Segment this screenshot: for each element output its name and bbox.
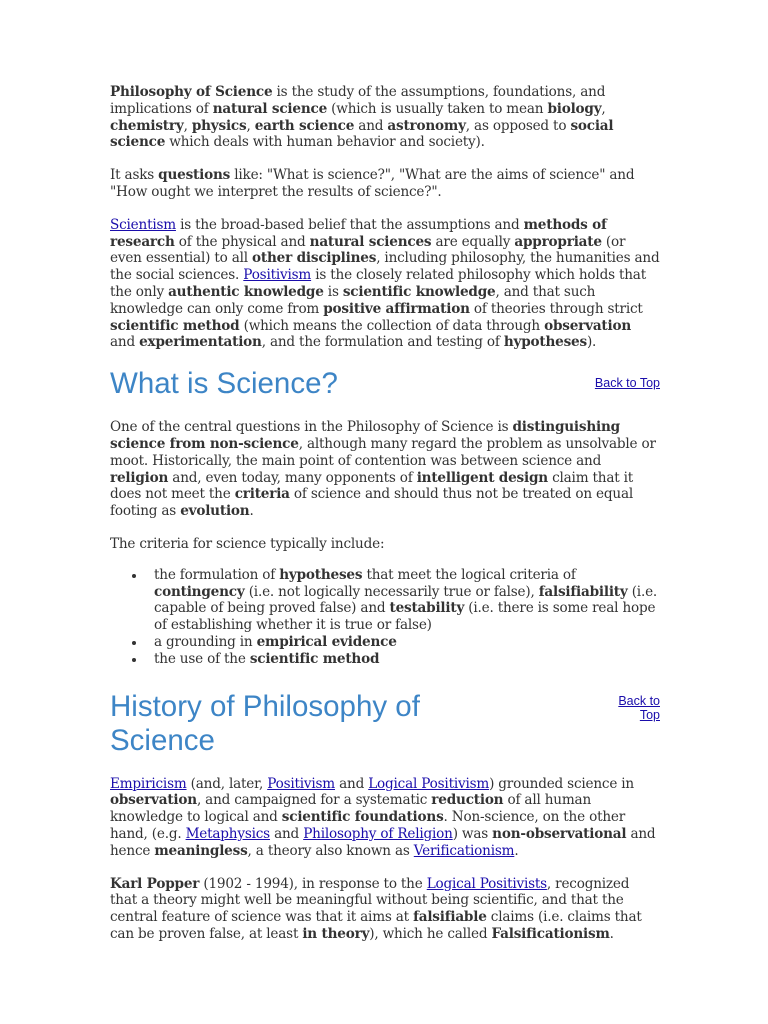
section-what-is-science-header: [110, 367, 660, 401]
text-run: of the physical and: [174, 233, 310, 250]
text-run: claim that it does not meet the: [110, 469, 634, 503]
text-run: .: [609, 925, 614, 942]
text-run: (and, later,: [186, 775, 268, 792]
bold-term: observation: [544, 317, 632, 334]
text-run: are equally: [431, 233, 515, 250]
bold-term: physics: [191, 117, 247, 134]
bold-term: scientific foundations: [281, 809, 444, 826]
text-run: a grounding in: [154, 633, 257, 650]
bold-term: chemistry: [110, 117, 184, 134]
section-heading-history: History of Philosophy of Science: [110, 689, 420, 757]
bold-term: meaningless: [154, 842, 248, 859]
bold-term: experimentation: [139, 334, 262, 351]
bold-term: falsifiability: [538, 583, 628, 600]
text-run: (or even essential) to all: [110, 233, 626, 267]
bold-term: observation: [110, 792, 197, 809]
intro-paragraph-1: [110, 84, 660, 151]
bold-term: evolution: [180, 503, 250, 520]
text-run: ), which he called: [369, 925, 492, 942]
text-run: , recognized that a theory might well be meaningful without being scientific, and that the central feature of science was that it aims at: [110, 875, 630, 926]
text-run: ) grounded science in: [489, 775, 634, 792]
section1-paragraph-1: [110, 419, 660, 520]
text-run: (i.e. there is some real hope of establishing whether it is true or false): [154, 600, 656, 634]
text-run: and: [354, 117, 388, 134]
bold-term: hypotheses: [503, 334, 587, 351]
text-run: and: [335, 775, 369, 792]
link-logical-positivism[interactable]: Logical Positivism: [368, 775, 490, 792]
link-metaphysics[interactable]: Metaphysics: [185, 825, 270, 842]
bold-term: positive affirmation: [323, 300, 470, 317]
bold-term: scientific knowledge: [342, 283, 496, 300]
top-text: Top: [639, 707, 660, 722]
list-item: [154, 567, 660, 634]
text-run: , as opposed to: [465, 117, 571, 134]
bold-term: testability: [389, 600, 465, 617]
text-run: and: [110, 334, 140, 351]
link-empiricism[interactable]: Empiricism: [110, 775, 187, 792]
bold-term: social science: [110, 117, 614, 151]
text-run: which deals with human behavior and society).: [165, 134, 485, 151]
bold-term: falsifiable: [413, 909, 487, 926]
bold-term: natural sciences: [309, 233, 432, 250]
text-run: ).: [586, 334, 597, 351]
text-run: (i.e. not logically necessarily true or false),: [244, 583, 539, 600]
text-run: of science and should thus not be treated on equal footing as: [110, 486, 633, 520]
link-logical-positivists[interactable]: Logical Positivists: [426, 875, 547, 892]
link-philosophy-of-religion[interactable]: Philosophy of Religion: [303, 825, 453, 842]
bold-term: hypotheses: [279, 566, 363, 583]
criteria-list: [110, 567, 660, 668]
bold-term: in theory: [302, 925, 370, 942]
text-run: ,: [246, 117, 255, 134]
text-run: .: [249, 503, 254, 520]
section-history-header: [110, 690, 660, 758]
text-run: (which is usually taken to mean: [327, 100, 548, 117]
text-run: of theories through strict: [469, 300, 643, 317]
section1-paragraph-2: The criteria for science typically include:: [110, 535, 385, 552]
link-scientism[interactable]: Scientism: [110, 216, 176, 233]
bold-term: Karl Popper: [110, 875, 200, 892]
text-run: claims (i.e. claims that can be proven false, at least: [110, 909, 642, 942]
link-positivism[interactable]: Positivism: [267, 775, 335, 792]
bold-term: other disciplines: [252, 250, 377, 267]
text-run: and, even today, many opponents of: [168, 469, 417, 486]
text-run: the formulation of: [154, 566, 280, 583]
text-run: is: [323, 283, 343, 300]
bold-term: distinguishing science from non-science: [110, 419, 620, 452]
back-to-text: Back to: [618, 693, 660, 708]
bold-term: earth science: [254, 117, 355, 134]
link-positivism[interactable]: Positivism: [243, 267, 312, 284]
bold-term: intelligent design: [416, 469, 548, 486]
text-run: ,: [183, 117, 192, 134]
text-run: One of the central questions in the Philosophy of Science is: [110, 419, 513, 436]
text-run: that meet the logical criteria of: [362, 566, 576, 583]
text-run: and hence: [110, 825, 656, 859]
bold-term: scientific method: [249, 650, 380, 667]
text-run: (which means the collection of data through: [239, 317, 545, 334]
back-to-top-link[interactable]: [600, 694, 660, 722]
list-item: [154, 651, 660, 668]
link-verificationism[interactable]: Verificationism: [413, 842, 515, 859]
text-run: is the study of the assumptions, foundations, and implications of: [110, 84, 606, 117]
text-run: , a theory also known as: [247, 842, 414, 859]
list-item: [154, 634, 660, 651]
section2-paragraph-1: [110, 776, 660, 860]
text-run: , and campaigned for a systematic: [196, 792, 432, 809]
text-run: is the broad-based belief that the assumptions and: [175, 216, 524, 233]
intro-paragraph-2: [110, 167, 660, 201]
bold-term: scientific method: [110, 317, 240, 334]
text-run: is the closely related philosophy which holds that the only: [110, 267, 646, 300]
bold-term: methods of research: [110, 216, 607, 250]
bold-term: reduction: [431, 792, 504, 809]
text-run: It asks: [110, 167, 159, 184]
bold-term: astronomy: [387, 117, 466, 134]
text-run: ,: [601, 100, 606, 117]
text-run: , including philosophy, the humanities and the social sciences.: [110, 250, 660, 284]
bold-term: non-observational: [492, 825, 627, 842]
bold-term: Philosophy of Science: [110, 84, 273, 100]
section-heading-what-is-science: What is Science?: [110, 367, 338, 401]
text-run: .: [514, 842, 519, 859]
text-run: . Non-science, on the other hand, (e.g.: [110, 809, 626, 842]
text-run: , although many regard the problem as unsolvable or moot. Historically, the main point of contention was between science and: [110, 435, 656, 469]
text-run: like: "What is science?", "What are the aims of science" and "How ought we interpret the results of science?".: [110, 167, 635, 200]
text-run: , and that such knowledge can only come from: [110, 283, 596, 317]
bold-term: empirical evidence: [256, 633, 397, 650]
back-to-top-link[interactable]: Back to Top: [594, 376, 660, 391]
text-run: and: [269, 825, 304, 842]
bold-term: biology: [547, 100, 602, 117]
text-run: the use of the: [154, 650, 250, 667]
section2-paragraph-2: [110, 876, 660, 943]
bold-term: authentic knowledge: [168, 283, 324, 300]
bold-term: religion: [110, 469, 169, 486]
text-run: (1902 - 1994), in response to the: [199, 875, 427, 892]
text-run: (i.e. capable of being proved false) and: [154, 583, 658, 617]
text-run: ) was: [452, 825, 493, 842]
text-run: of all human knowledge to logical and: [110, 792, 592, 826]
intro-paragraph-3: [110, 217, 660, 351]
bold-term: contingency: [154, 583, 245, 600]
bold-term: questions: [158, 167, 231, 184]
article-body: [110, 84, 660, 959]
text-run: , and the formulation and testing of: [261, 334, 504, 351]
bold-term: criteria: [234, 486, 290, 503]
bold-term: Falsificationism: [491, 925, 610, 942]
bold-term: natural science: [212, 100, 328, 117]
bold-term: appropriate: [514, 233, 602, 250]
